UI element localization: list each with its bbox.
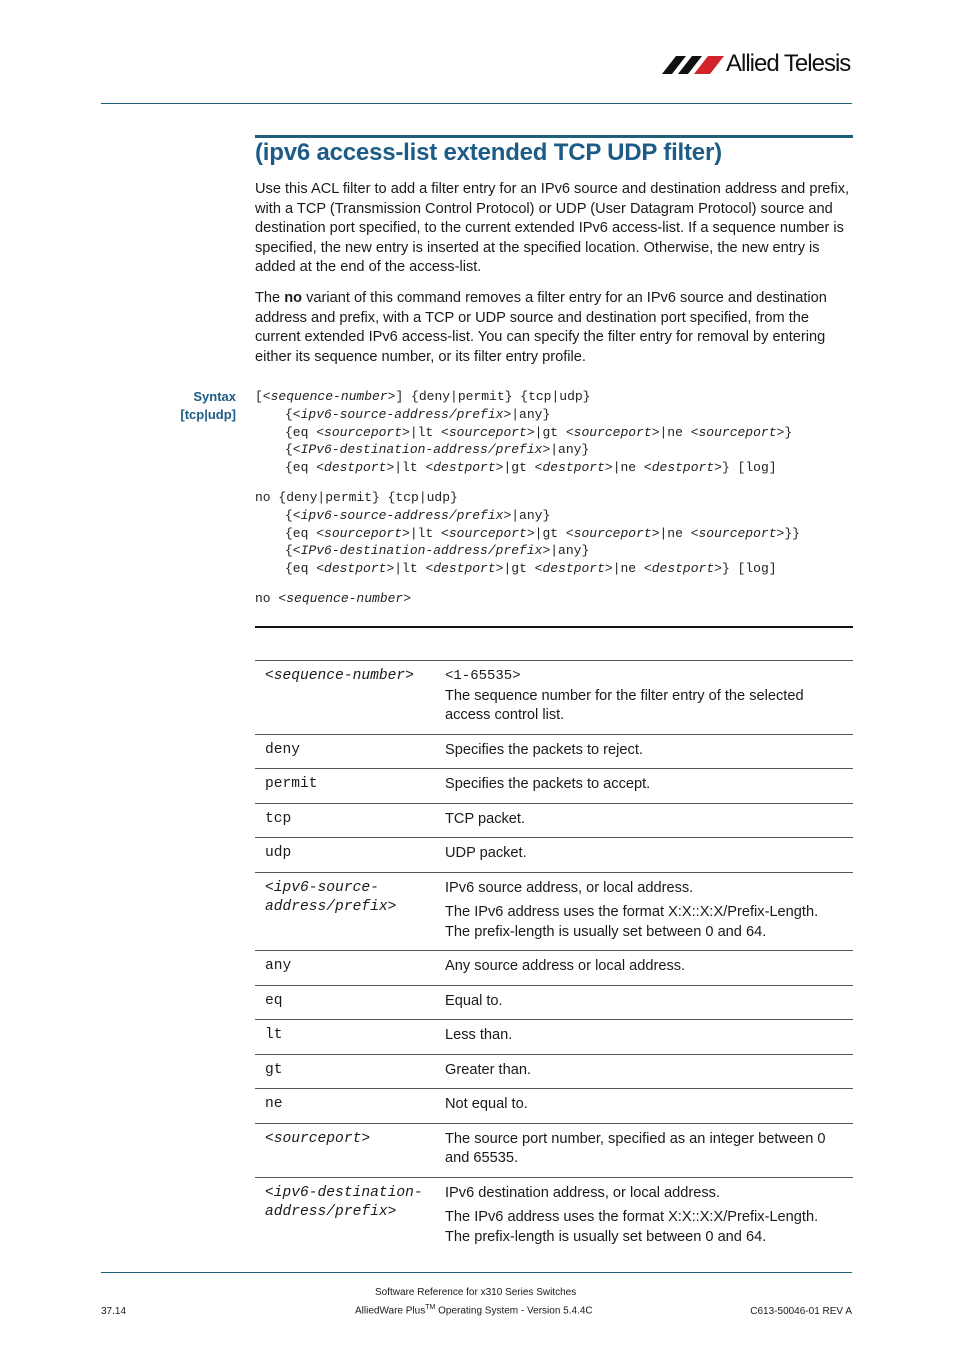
parameter-description <box>435 803 853 838</box>
footer-os-version: AlliedWare Plus™ Operating System - Version 5.4.4C <box>355 1304 593 1317</box>
footer-rule <box>101 1272 852 1273</box>
footer-title: Software Reference for x310 Series Switches <box>375 1287 577 1298</box>
table-row <box>255 1089 853 1124</box>
parameter-keyword: udp <box>255 838 435 873</box>
parameter-keyword: any <box>255 951 435 986</box>
parameter-description-text: IPv6 destination address, or local address. <box>445 1184 721 1201</box>
parameter-description <box>435 1123 853 1177</box>
table-row <box>255 1054 853 1089</box>
parameter-keyword: <sourceport> <box>255 1123 435 1177</box>
table-row <box>255 734 853 769</box>
page-title: (ipv6 access-list extended TCP UDP filter) <box>255 139 722 166</box>
parameter-keyword: eq <box>255 985 435 1020</box>
parameter-description-text: The source port number, specified as an integer between 0 and 65535. <box>445 1130 826 1166</box>
table-row <box>255 1177 853 1255</box>
logo-text: Allied Telesis <box>726 50 851 77</box>
parameter-range: <1-65535> <box>445 668 521 684</box>
parameter-description <box>435 734 853 769</box>
parameter-description-text: Equal to. <box>445 992 503 1009</box>
table-row <box>255 769 853 804</box>
parameter-keyword: gt <box>255 1054 435 1089</box>
parameter-keyword: ne <box>255 1089 435 1124</box>
parameter-description <box>435 1054 853 1089</box>
parameter-description <box>435 951 853 986</box>
parameter-keyword: permit <box>255 769 435 804</box>
parameter-description <box>435 872 853 951</box>
table-row <box>255 1020 853 1055</box>
table-row <box>255 872 853 951</box>
allied-telesis-logo <box>662 50 854 80</box>
document-id: C613-50046-01 REV A <box>750 1306 852 1317</box>
table-row <box>255 803 853 838</box>
page-number: 37.14 <box>101 1306 127 1317</box>
parameter-description-text: Specifies the packets to accept. <box>445 776 651 792</box>
parameter-description <box>435 838 853 873</box>
table-row <box>255 838 853 873</box>
parameter-description-text: Any source address or local address. <box>445 958 686 974</box>
intro-paragraph: Use this ACL filter to add a filter entry for an IPv6 source and destination address and prefix, with a TCP (Transmission Control Protocol) or UDP (User Datagram Protocol) source and destination port specified, to the current extended IPv6 access-list. If a sequence number is specified, the new entry is inserted at the specified location. Otherwise, the new entry is added at the end of the access-list. <box>255 181 850 275</box>
parameter-table <box>255 660 853 1255</box>
syntax-block-3: no <sequence-number> <box>255 591 412 606</box>
syntax-block-1: [<sequence-number>] {deny|permit} {tcp|udp} {<ipv6-source-address/prefix>|any} {eq <sourceport>|lt <sourceport>|gt <sourceport>|ne <sourceport>} {<IPv6-destination-address/prefix>|any} {eq <destport>|lt <destport>|gt <destport>|ne <destport>} [log] <box>255 389 793 476</box>
table-row <box>255 661 853 735</box>
parameter-description <box>435 1177 853 1255</box>
header-rule <box>101 103 852 104</box>
parameter-keyword: <sequence-number> <box>255 661 435 735</box>
syntax-label: Syntax [tcp|udp] <box>180 389 236 422</box>
parameter-description-text: IPv6 source address, or local address. <box>445 879 694 896</box>
no-variant-paragraph: The no variant of this command removes a filter entry for an IPv6 source and destination address and prefix, with a TCP or UDP source and destination port specified, from the current extended IPv6 access-list. You can specify the filter entry for removal by entering either its sequence number, or its filter entry profile. <box>255 290 827 365</box>
parameter-description <box>435 1020 853 1055</box>
parameter-keyword: lt <box>255 1020 435 1055</box>
parameter-description-text: The sequence number for the filter entry of the selected access control list. <box>445 687 804 723</box>
allied-telesis-logo-mark-icon <box>662 50 726 80</box>
syntax-block-2: no {deny|permit} {tcp|udp} {<ipv6-source-address/prefix>|any} {eq <sourceport>|lt <sourceport>|gt <sourceport>|ne <sourceport>}} {<IPv6-destination-address/prefix>|any} {eq <destport>|lt <destport>|gt <destport>|ne <destport>} [log] <box>255 490 800 577</box>
parameter-keyword: tcp <box>255 803 435 838</box>
table-row <box>255 985 853 1020</box>
parameter-description-text: TCP packet. <box>445 810 526 827</box>
table-row <box>255 1123 853 1177</box>
parameter-description-text: Less than. <box>445 1027 513 1043</box>
parameter-description <box>435 985 853 1020</box>
parameter-keyword: <ipv6-source-address/prefix> <box>255 872 435 951</box>
parameter-description-text: Greater than. <box>445 1061 531 1078</box>
syntax-end-rule <box>255 626 853 628</box>
parameter-description <box>435 769 853 804</box>
parameter-description-text: The IPv6 address uses the format X:X::X:X/Prefix-Length. The prefix-length is usually set between 0 and 64. <box>445 904 819 940</box>
parameter-description-text: The IPv6 address uses the format X:X::X:X/Prefix-Length. The prefix-length is usually set between 0 and 64. <box>445 1209 819 1245</box>
title-rule <box>255 135 853 138</box>
parameter-description-text: Not equal to. <box>445 1096 528 1112</box>
parameter-description <box>435 1089 853 1124</box>
parameter-description-text: Specifies the packets to reject. <box>445 741 643 758</box>
table-row <box>255 951 853 986</box>
parameter-keyword: <ipv6-destination-address/prefix> <box>255 1177 435 1255</box>
parameter-description-text: UDP packet. <box>445 845 527 861</box>
parameter-keyword: deny <box>255 734 435 769</box>
parameter-description <box>435 661 853 735</box>
